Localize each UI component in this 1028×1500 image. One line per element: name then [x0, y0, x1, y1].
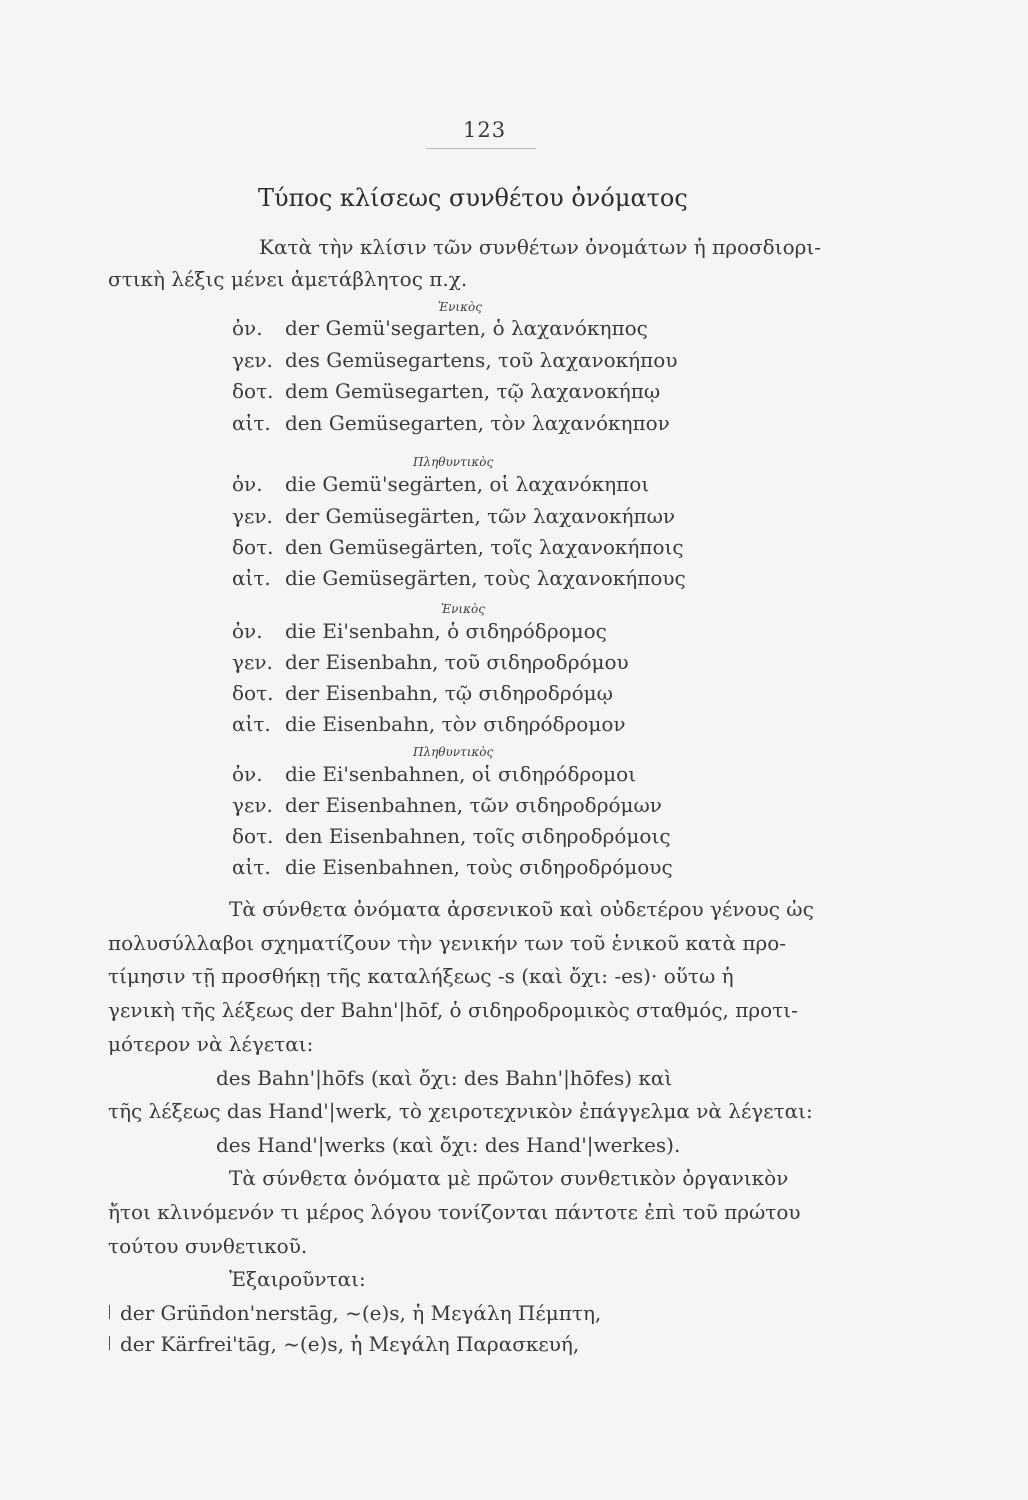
case-form: die Ei'senbahnen, οἱ σιδηρόδρομοι [285, 762, 637, 786]
declension-row [232, 793, 662, 817]
intro-line-1: Κατὰ τὴν κλίσιν τῶν συνθέτων ὀνομάτων ἡ προσδιορι- [259, 235, 821, 259]
section-title: Τύπος κλίσεως συνθέτου ὀνόματος [258, 184, 688, 212]
case-form: der Eisenbahnen, τῶν σιδηροδρόμων [285, 793, 662, 817]
case-form: des Gemüsegartens, τοῦ λαχανοκήπου [285, 348, 678, 372]
declension-row [232, 316, 648, 340]
case-form: dem Gemüsegarten, τῷ λαχανοκήπῳ [285, 379, 661, 403]
exception-line: der Kärfrei'tāg, ~(e)s, ἡ Μεγάλη Παρασκευή, [120, 1332, 580, 1356]
case-form: der Eisenbahn, τοῦ σιδηροδρόμου [285, 650, 629, 674]
declension-row [232, 650, 629, 674]
case-form: die Ei'senbahn, ὁ σιδηρόδρομος [285, 619, 607, 643]
declension-row [232, 348, 678, 372]
body-line: des Bahn'|hōfs (καὶ ὄχι: des Bahn'|hōfes) καὶ [216, 1066, 673, 1090]
case-form: den Eisenbahnen, τοῖς σιδηροδρόμοις [285, 824, 671, 848]
declension-row [232, 379, 660, 403]
case-label: γεν. [232, 793, 273, 817]
brace-mark [109, 1305, 114, 1319]
case-label: αἰτ. [232, 855, 271, 879]
body-line: μότερον νὰ λέγεται: [108, 1032, 314, 1056]
body-line: Τὰ σύνθετα ὀνόματα ἀρσενικοῦ καὶ οὐδετέρου γένους ὡς [229, 897, 814, 921]
case-label: αἰτ. [232, 712, 271, 736]
case-label: γεν. [232, 348, 273, 372]
case-label: γεν. [232, 650, 273, 674]
case-form: die Gemü'segärten, οἱ λαχανόκηποι [285, 472, 650, 496]
case-label: ὀν. [232, 472, 263, 496]
body-line: ἤτοι κλινόμενόν τι μέρος λόγου τονίζονται πάντοτε ἐπὶ τοῦ πρώτου [108, 1200, 801, 1224]
case-form: der Gemü'segarten, ὁ λαχανόκηπος [285, 316, 648, 340]
case-label: ὀν. [232, 619, 263, 643]
case-label: ὀν. [232, 316, 263, 340]
case-form: den Gemüsegarten, τὸν λαχανόκηπον [285, 411, 670, 435]
header-rule [426, 148, 536, 149]
body-line: τῆς λέξεως das Hand'|werk, τὸ χειροτεχνικὸν ἐπάγγελμα νὰ λέγεται: [108, 1099, 813, 1123]
declension-row [232, 824, 671, 848]
body-line: des Hand'|werks (καὶ ὄχι: des Hand'|werkes). [216, 1133, 681, 1157]
intro-line-2: στικὴ λέξις μένει ἀμετάβλητος π.χ. [108, 267, 468, 291]
case-form: den Gemüsegärten, τοῖς λαχανοκήποις [285, 535, 684, 559]
declension-row [232, 504, 675, 528]
page-number: 123 [463, 118, 507, 142]
case-form: der Gemüsegärten, τῶν λαχανοκήπων [285, 504, 676, 528]
declension-row [232, 712, 626, 736]
declension-row [232, 472, 649, 496]
case-label: ὀν. [232, 762, 263, 786]
body-line: πολυσύλλαβοι σχηματίζουν τὴν γενικήν των τοῦ ἑνικοῦ κατὰ προ- [108, 931, 787, 955]
singular-label: Ἑνικὸς [441, 602, 485, 616]
body-line: τούτου συνθετικοῦ. [108, 1234, 308, 1258]
declension-row [232, 411, 670, 435]
plural-label: Πληθυντικὸς [413, 455, 494, 469]
case-label: δοτ. [232, 535, 274, 559]
singular-label: Ἑνικὸς [438, 300, 482, 314]
case-form: die Eisenbahnen, τοὺς σιδηροδρόμους [285, 855, 673, 879]
brace-mark [109, 1336, 114, 1350]
declension-row [232, 762, 636, 786]
case-form: der Eisenbahn, τῷ σιδηροδρόμῳ [285, 681, 613, 705]
case-label: γεν. [232, 504, 273, 528]
case-label: αἰτ. [232, 411, 271, 435]
plural-label: Πληθυντικὸς [413, 745, 494, 759]
body-line: γενικὴ τῆς λέξεως der Bahn'|hōf, ὁ σιδηροδρομικὸς σταθμός, προτι- [108, 998, 798, 1022]
case-label: δοτ. [232, 379, 274, 403]
case-form: die Gemüsegärten, τοὺς λαχανοκήπους [285, 566, 686, 590]
case-label: δοτ. [232, 681, 274, 705]
case-label: αἰτ. [232, 566, 271, 590]
case-form: die Eisenbahn, τὸν σιδηρόδρομον [285, 712, 626, 736]
declension-row [232, 566, 686, 590]
exception-line: der Grün̄don'nerstāg, ~(e)s, ἡ Μεγάλη Πέμπτη, [120, 1301, 602, 1325]
case-label: δοτ. [232, 824, 274, 848]
declension-row [232, 619, 607, 643]
body-line: Τὰ σύνθετα ὀνόματα μὲ πρῶτον συνθετικὸν ὀργανικὸν [229, 1166, 789, 1190]
body-line: τίμησιν τῇ προσθήκῃ τῆς καταλήξεως -s (καὶ ὄχι: -es)· οὕτω ἡ [108, 964, 734, 988]
declension-row [232, 681, 613, 705]
declension-row [232, 855, 673, 879]
declension-row [232, 535, 684, 559]
body-line: Ἐξαιροῦνται: [229, 1267, 366, 1291]
